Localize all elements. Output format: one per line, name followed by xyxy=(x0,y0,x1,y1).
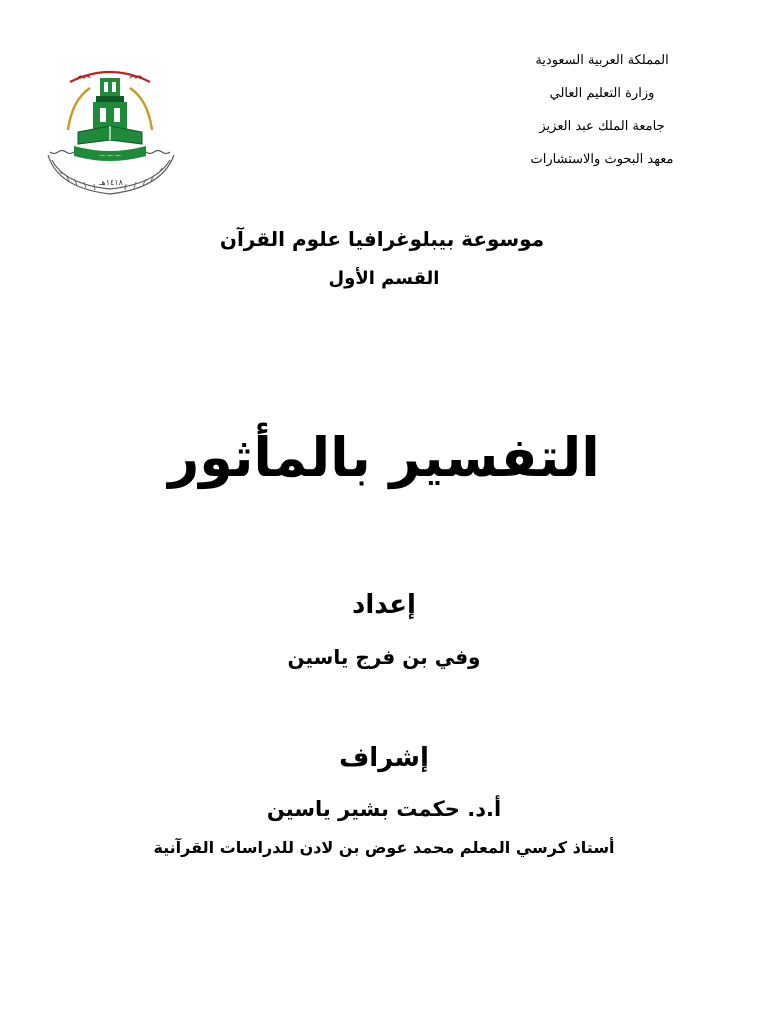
main-title: التفسير بالمأثور xyxy=(168,426,600,489)
author-name: وفي بن فرج ياسين xyxy=(287,645,481,669)
header-institute: معهد البحوث والاستشارات xyxy=(530,152,674,167)
supervision-label: إشراف xyxy=(339,743,429,773)
encyclopedia-title: موسوعة بيبلوغرافيا علوم القرآن xyxy=(219,227,545,251)
section-title: القسم الأول xyxy=(328,268,440,289)
header-ministry: وزارة التعليم العالي xyxy=(549,86,655,101)
supervisor-chair: أستاذ كرسي المعلم محمد عوض بن لادن للدراسات القرآنية xyxy=(153,838,615,857)
institution-header xyxy=(482,44,722,176)
header-university: جامعة الملك عبد العزيز xyxy=(539,119,665,134)
supervisor-name: أ.د. حكمت بشير ياسين xyxy=(266,797,502,821)
header-country: المملكة العربية السعودية xyxy=(535,53,669,68)
prepared-by-label: إعداد xyxy=(352,590,416,620)
svg-text:— — —: — — — xyxy=(99,152,121,159)
logo-year-caption: ١٤١٨هـ xyxy=(99,178,123,187)
